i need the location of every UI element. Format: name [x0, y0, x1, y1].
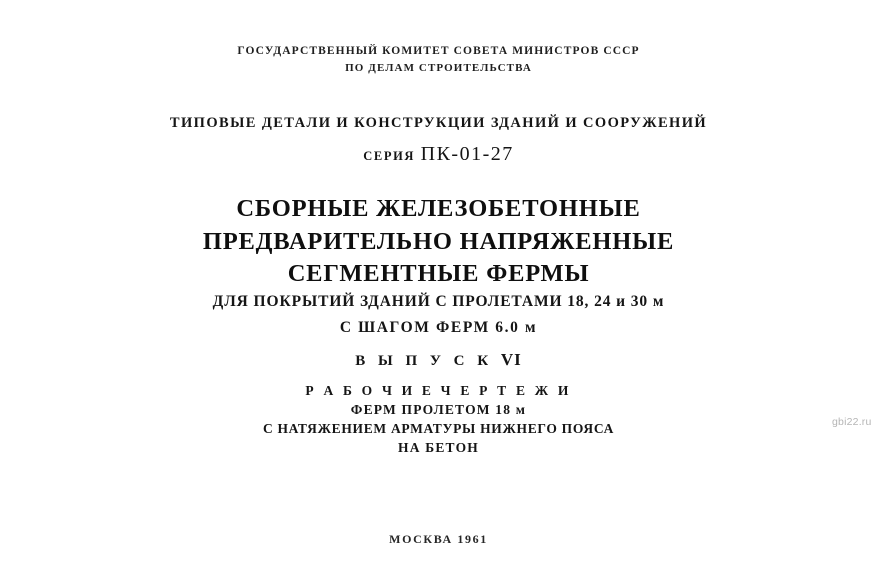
ministry-line-2: ПО ДЕЛАМ СТРОИТЕЛЬСТВА — [345, 62, 532, 74]
typical-details-line: ТИПОВЫЕ ДЕТАЛИ И КОНСТРУКЦИИ ЗДАНИЙ И СООРУЖЕНИЙ — [169, 115, 708, 131]
imprint: МОСКВА 1961 — [389, 532, 488, 546]
series-label: СЕРИЯ — [363, 149, 416, 163]
main-title-line-3: СЕГМЕНТНЫЕ ФЕРМЫ — [287, 260, 590, 288]
series-line — [0, 143, 877, 166]
series-code: ПК-01-27 — [420, 143, 514, 165]
main-title-line-1: СБОРНЫЕ ЖЕЛЕЗОБЕТОННЫЕ — [236, 195, 641, 222]
working-drawings-block — [0, 381, 877, 458]
watermark: gbi22.ru — [832, 416, 872, 428]
subtitle-line-2: С ШАГОМ ФЕРМ 6.0 м — [339, 319, 538, 336]
ministry-header — [0, 45, 877, 74]
drawings-line-3: С НАТЯЖЕНИЕМ АРМАТУРЫ НИЖНЕГО ПОЯСА — [262, 421, 615, 437]
drawings-line-1: Р А Б О Ч И Е Ч Е Р Т Е Ж И — [305, 383, 572, 398]
issue-line — [0, 350, 877, 370]
subtitle — [0, 293, 877, 337]
drawings-line-2: ФЕРМ ПРОЛЕТОМ 18 м — [350, 402, 527, 418]
subtitle-line-1: ДЛЯ ПОКРЫТИЙ ЗДАНИЙ С ПРОЛЕТАМИ 18, 24 и 30 м — [212, 293, 665, 310]
drawings-line-4: НА БЕТОН — [398, 440, 479, 456]
main-title-line-2: ПРЕДВАРИТЕЛЬНО НАПРЯЖЕННЫЕ — [202, 227, 675, 255]
issue-number: VI — [500, 350, 522, 369]
ministry-line-1: ГОСУДАРСТВЕННЫЙ КОМИТЕТ СОВЕТА МИНИСТРОВ СССР — [237, 45, 640, 57]
main-title — [0, 193, 877, 291]
series-block — [0, 115, 877, 166]
issue-label: В Ы П У С К — [355, 353, 493, 369]
